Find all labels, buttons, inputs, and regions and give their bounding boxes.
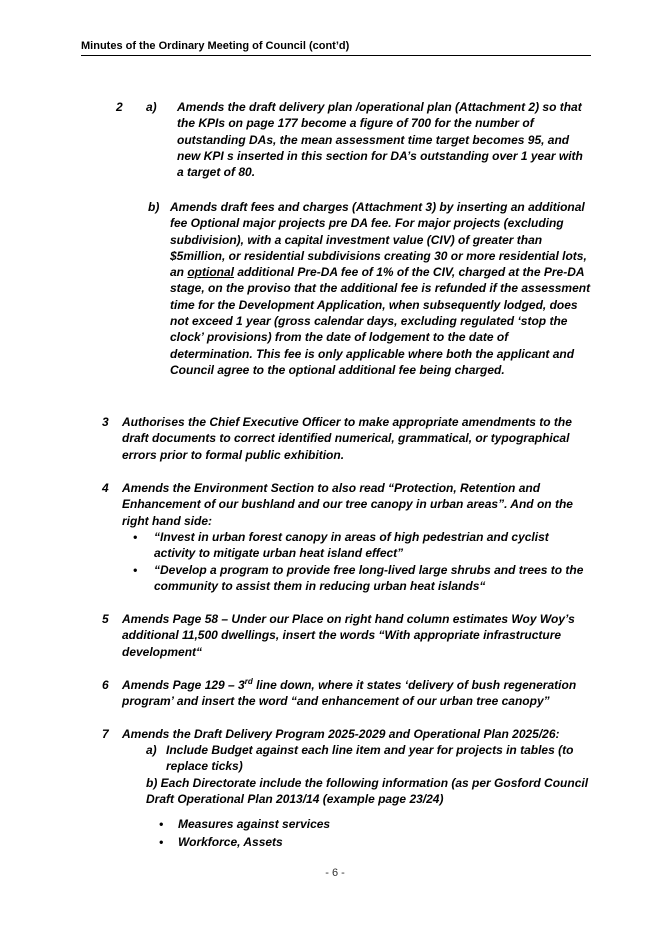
- bullet-icon: •: [159, 835, 164, 849]
- item-4-text: Amends the Environment Section to also read “Protection, Retention and Enhancement of our bushland and our tree canopy in urban areas”. And on the right hand side:: [122, 481, 573, 528]
- item-2b-label: b): [148, 200, 160, 214]
- item-2a-text: Amends the draft delivery plan /operational plan (Attachment 2) so that the KPIs on page 177 become a figure of 700 for the number of outstanding DAs, the mean assessment time target becomes 95, and new KPI s inserted in this section for DA’s outstanding over 1 year with a target of 80.: [177, 100, 583, 180]
- item-6-text: Amends Page 129 – 3rd line down, where it states ‘delivery of bush regeneration program’ and insert the word “and enhancement of our urban tree canopy”: [122, 677, 577, 709]
- item-7-bullet-2: Workforce, Assets: [178, 835, 283, 849]
- item-6-number: 6: [102, 678, 109, 692]
- item-5-text: Amends Page 58 – Under our Place on right hand column estimates Woy Woy’s additional 11,500 dwellings, insert the words “With appropriate infrastructure development“: [122, 612, 575, 659]
- bullet-icon: •: [159, 817, 164, 831]
- bullet-icon: •: [133, 530, 138, 544]
- item-7b-text: b) Each Directorate include the following information (as per Gosford Council Draft Operational Plan 2013/14 (example page 23/24): [146, 776, 589, 807]
- optional-underlined: optional: [187, 265, 235, 280]
- item-7a-text: Include Budget against each line item and year for projects in tables (to replace ticks): [166, 743, 574, 774]
- item-2-number: 2: [116, 100, 123, 114]
- item-4-bullet-2: “Develop a program to provide free long-lived large shrubs and trees to the community to assist them in reducing urban heat islands“: [154, 563, 584, 594]
- item-7-number: 7: [102, 727, 109, 741]
- bullet-icon: •: [133, 563, 138, 577]
- item-7-text: Amends the Draft Delivery Program 2025-2029 and Operational Plan 2025/26:: [122, 727, 560, 741]
- item-7-bullet-1: Measures against services: [178, 817, 331, 831]
- item-4-bullet-1: “Invest in urban forest canopy in areas of high pedestrian and cyclist activity to mitigate urban heat island effect”: [154, 530, 549, 561]
- item-4-number: 4: [102, 481, 109, 495]
- item-5-number: 5: [102, 612, 109, 626]
- item-7a-label: a): [146, 743, 157, 757]
- item-2a-label: a): [146, 100, 157, 114]
- page-header: Minutes of the Ordinary Meeting of Council (cont’d): [81, 40, 591, 56]
- item-3-text: Authorises the Chief Executive Officer to make appropriate amendments to the draft documents to correct identified numerical, grammatical, or typographical errors prior to formal public exhibition.: [122, 415, 572, 462]
- page-number: - 6 -: [325, 867, 345, 879]
- item-3-number: 3: [102, 415, 109, 429]
- item-2b-text: Amends draft fees and charges (Attachment 3) by inserting an additional fee Optional major projects pre DA fee. For major projects (excluding subdivision), with a capital investment value (CIV) of greater than $5million, or residential subdivisions creating 30 or more residential lots, an optional additional Pre-DA fee of 1% of the CIV, charged at the Pre-DA stage, on the proviso that the additional fee is refunded if the assessment time for the Development Application, when subsequently lodged, does not exceed 1 year (gross calendar days, excluding regulated ‘stop the clock’ provisions) from the date of lodgement to the date of determination. This fee is only applicable where both the applicant and Council agree to the optional additional fee being charged.: [170, 200, 591, 377]
